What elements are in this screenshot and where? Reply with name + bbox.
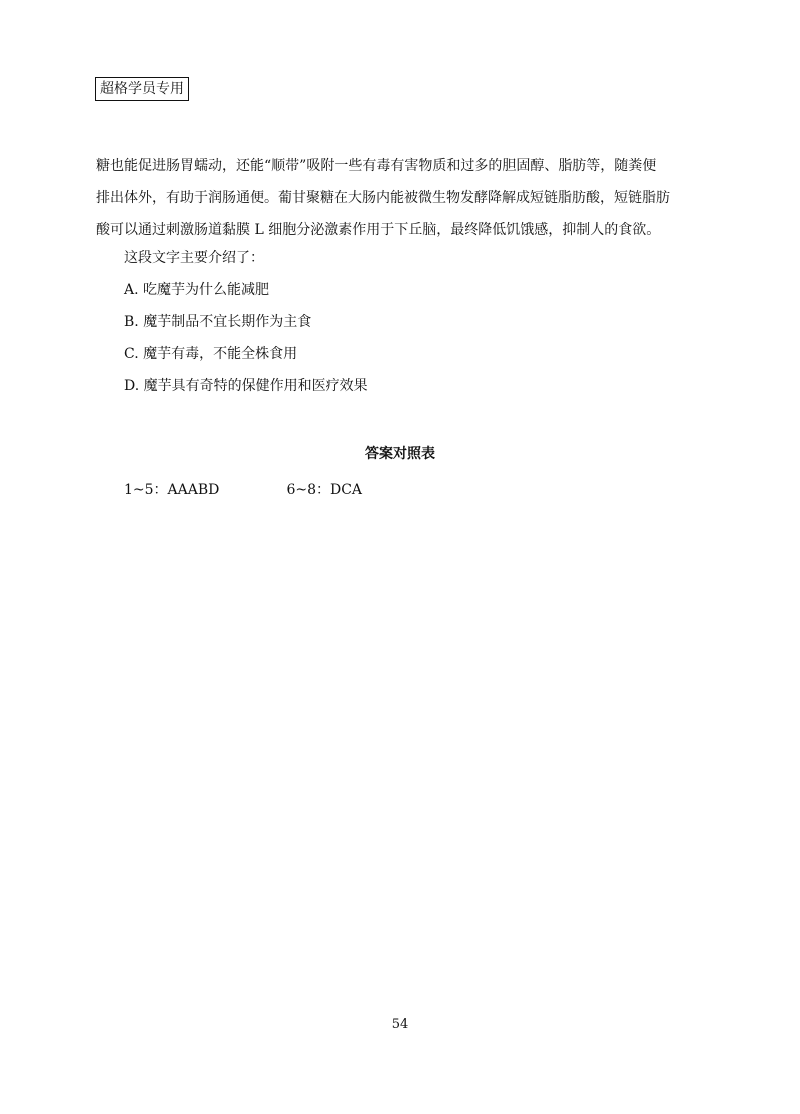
question-prompt: 这段文字主要介绍了： <box>124 250 264 266</box>
passage-line: 糖也能促进肠胃蠕动，还能“顺带”吸附一些有毒有害物质和过多的胆固醇、脂肪等，随粪便 <box>96 158 657 174</box>
option-a: A. 吃魔芋为什么能减肥 <box>124 282 270 298</box>
answer-key-item: 1~5：AAABD <box>124 482 220 498</box>
option-b: B. 魔芋制品不宜长期作为主食 <box>124 314 312 330</box>
option-c: C. 魔芋有毒，不能全株食用 <box>124 346 298 362</box>
passage-paragraph <box>96 150 708 246</box>
page-number: 54 <box>391 1017 409 1032</box>
option-d: D. 魔芋具有奇特的保健作用和医疗效果 <box>124 378 368 394</box>
passage-line: 酸可以通过刺激肠道黏膜 L 细胞分泌激素作用于下丘脑，最终降低饥饿感，抑制人的食欲。 <box>96 222 661 238</box>
answer-key-item: 6~8：DCA <box>286 482 363 498</box>
answer-options <box>124 274 368 402</box>
header-tag: 超格学员专用 <box>95 77 189 101</box>
answer-key-row <box>124 478 362 502</box>
answer-key-title: 答案对照表 <box>365 446 435 462</box>
passage-line: 排出体外，有助于润肠通便。葡甘聚糖在大肠内能被微生物发酵降解成短链脂肪酸，短链脂肪 <box>96 190 670 206</box>
